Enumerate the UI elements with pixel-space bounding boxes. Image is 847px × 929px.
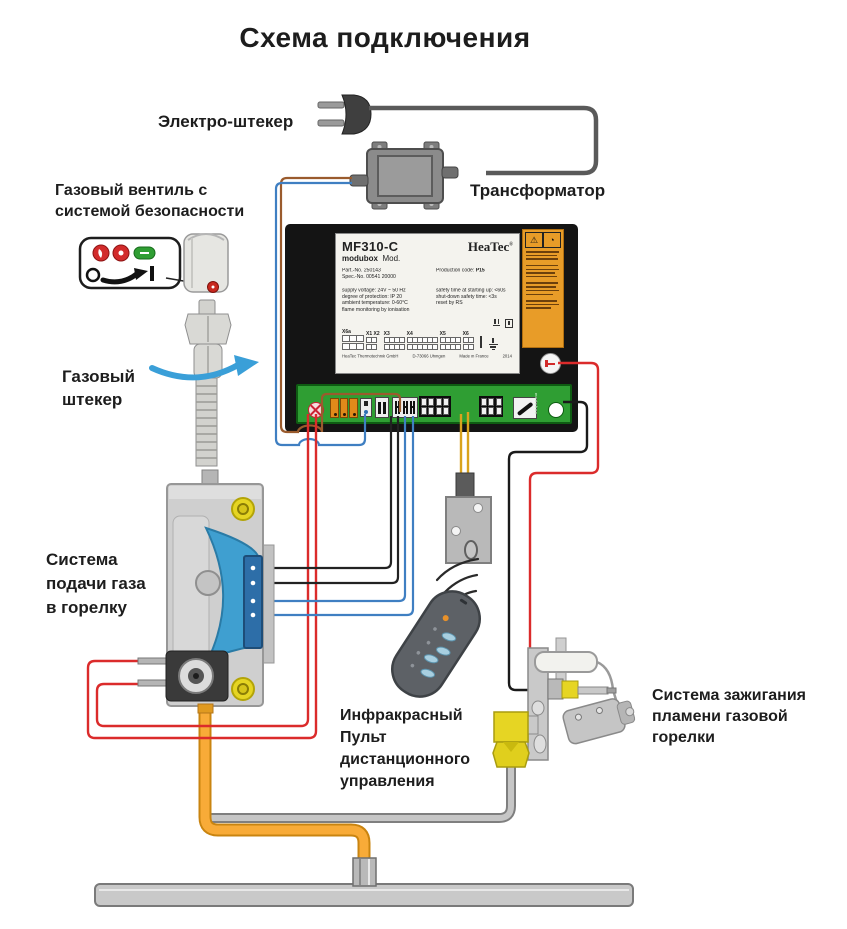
- jumper-mini-icon: [505, 319, 513, 328]
- valve-terminal-block: [244, 556, 262, 648]
- label-gas-plug-line2: штекер: [62, 390, 123, 409]
- label-transformer: Трансформатор: [470, 181, 606, 200]
- terminal-x3-label: X3: [383, 331, 390, 337]
- terminal-x5: [440, 337, 459, 350]
- power-screw-terminal: [308, 402, 324, 418]
- terminal-x1x2-label: X1 X2: [366, 331, 380, 337]
- pcb-button: [548, 402, 564, 418]
- ir-receiver: [446, 473, 491, 563]
- label-remote-line3: дистанционного: [340, 751, 471, 768]
- specs-right: safety time at starting up: <60s shut-down safety time: <3s reset by RS: [436, 288, 506, 306]
- label-gas-supply: [46, 548, 146, 620]
- label-remote-line4: управления: [340, 773, 435, 790]
- warning-triangle-icon: ⚠: [525, 232, 543, 248]
- label-gas-valve-line1: Газовый вентиль с: [55, 182, 208, 199]
- terminal-x3: [384, 337, 403, 350]
- warning-label: [522, 229, 564, 348]
- production-code: Production code: P15: [436, 268, 485, 274]
- solenoid: [138, 651, 228, 701]
- model-number: MF310-C: [342, 239, 399, 254]
- label-remote: [340, 705, 470, 793]
- specs-left: supply voltage: 24V ~ 50 Hz degree of protection: IP 20 ambient temperature: 0-60°C flame monitoring by ionisation: [342, 288, 410, 313]
- terminal-x4-label: X4: [406, 331, 413, 337]
- ignition-electrode-ceramic: [535, 652, 597, 672]
- sensor-connector: [360, 398, 372, 417]
- terminal-x6a: [342, 335, 362, 350]
- ir-window: [465, 541, 477, 559]
- label-gas-valve: [55, 180, 244, 222]
- burner-bar: [95, 884, 633, 906]
- ok-indicator-icon: [134, 247, 155, 259]
- part-numbers: Part.-No. 250143 Spec.-No. 00541 20000: [342, 268, 396, 280]
- gas-supply-unit: [138, 470, 274, 713]
- label-gas-plug-line1: Газовый: [62, 367, 135, 386]
- terminal-x6: X6: [462, 331, 469, 337]
- rotate-swoosh: [103, 273, 138, 282]
- terminal-x5-label: X5: [439, 331, 446, 337]
- label-remote-line2: Пульт: [340, 729, 387, 746]
- label-ignition-line3: горелки: [652, 729, 715, 746]
- gas-elbow: [494, 712, 528, 742]
- wireless-signal-icon: [437, 559, 478, 603]
- label-gas-supply-line1: Система: [46, 550, 118, 569]
- gas-plug-connector: [152, 300, 259, 466]
- valve-blue-shell: [206, 528, 259, 660]
- flame-indicator-icon: [93, 245, 109, 261]
- ground-icon: [489, 338, 498, 351]
- x5-connector: [479, 396, 503, 417]
- valve-reset-button: [208, 282, 219, 293]
- series-name: modubox Mod.: [342, 254, 401, 263]
- reset-button: [540, 353, 561, 374]
- divider-bar: [480, 336, 482, 348]
- screw-top: [232, 498, 254, 520]
- terminal-x4: [407, 337, 436, 350]
- slot-connector: [375, 397, 389, 418]
- terminal-diagram: [342, 329, 513, 350]
- control-box-label: [335, 233, 520, 374]
- terminal-x1x2: [366, 337, 375, 350]
- off-symbol: [87, 269, 99, 281]
- brand-logo: HeaTec®: [467, 239, 513, 254]
- label-gas-valve-line2: системой безопасности: [55, 203, 245, 220]
- brass-fitting: [562, 681, 578, 698]
- pcb-silk-text: modubox: [534, 393, 539, 415]
- label-ignition-line2: пламени газовой: [652, 708, 788, 725]
- spark-indicator-icon: [113, 245, 129, 261]
- gas-shutoff-valve: [184, 234, 228, 293]
- wire-ionisation-black: [509, 402, 587, 690]
- label-ignition-line1: Система зажигания: [652, 687, 806, 704]
- terminal-x6a-label: X6a: [342, 329, 351, 335]
- pcb-terminal-strip: [296, 384, 572, 424]
- pilot-nozzle: [562, 694, 638, 745]
- wire-valve-blue-pair: [256, 416, 413, 615]
- wire-valve-black-pair: [256, 416, 398, 583]
- control-box: [285, 224, 578, 432]
- label-gas-supply-line3: в горелку: [46, 598, 128, 617]
- label-gas-supply-line2: подачи газа: [46, 574, 146, 593]
- gas-hose: [196, 378, 217, 466]
- orange-terminal-block: [330, 398, 358, 418]
- remote-control: [382, 581, 489, 706]
- safety-panel: [80, 238, 208, 289]
- valve-connector: [392, 397, 418, 418]
- x4-connector: [419, 396, 451, 417]
- label-electro-plug: Электро-штекер: [158, 112, 294, 131]
- label-gas-plug: [62, 365, 135, 411]
- plug-mini-icon: [493, 319, 500, 326]
- page-title: Схема подключения: [239, 22, 531, 53]
- label-footer: HeaTec Thermotechnik GmbH D-73066 Uhingen Made in France 2014: [342, 354, 512, 360]
- label-ignition: [652, 685, 806, 748]
- ignition-assembly: [493, 638, 638, 767]
- remote-power-dot: [442, 614, 450, 622]
- electric-plug: [318, 95, 371, 134]
- on-symbol: [150, 266, 154, 281]
- transformer: [350, 142, 458, 209]
- rotation-arrow: [152, 365, 238, 378]
- gauge-circle-icon: ◔: [543, 232, 561, 248]
- power-cable: [369, 108, 596, 173]
- screw-bottom: [232, 678, 254, 700]
- pointer-arrow: [166, 278, 201, 284]
- label-remote-line1: Инфракрасный: [340, 707, 463, 724]
- burner-inlet-stub: [353, 858, 376, 886]
